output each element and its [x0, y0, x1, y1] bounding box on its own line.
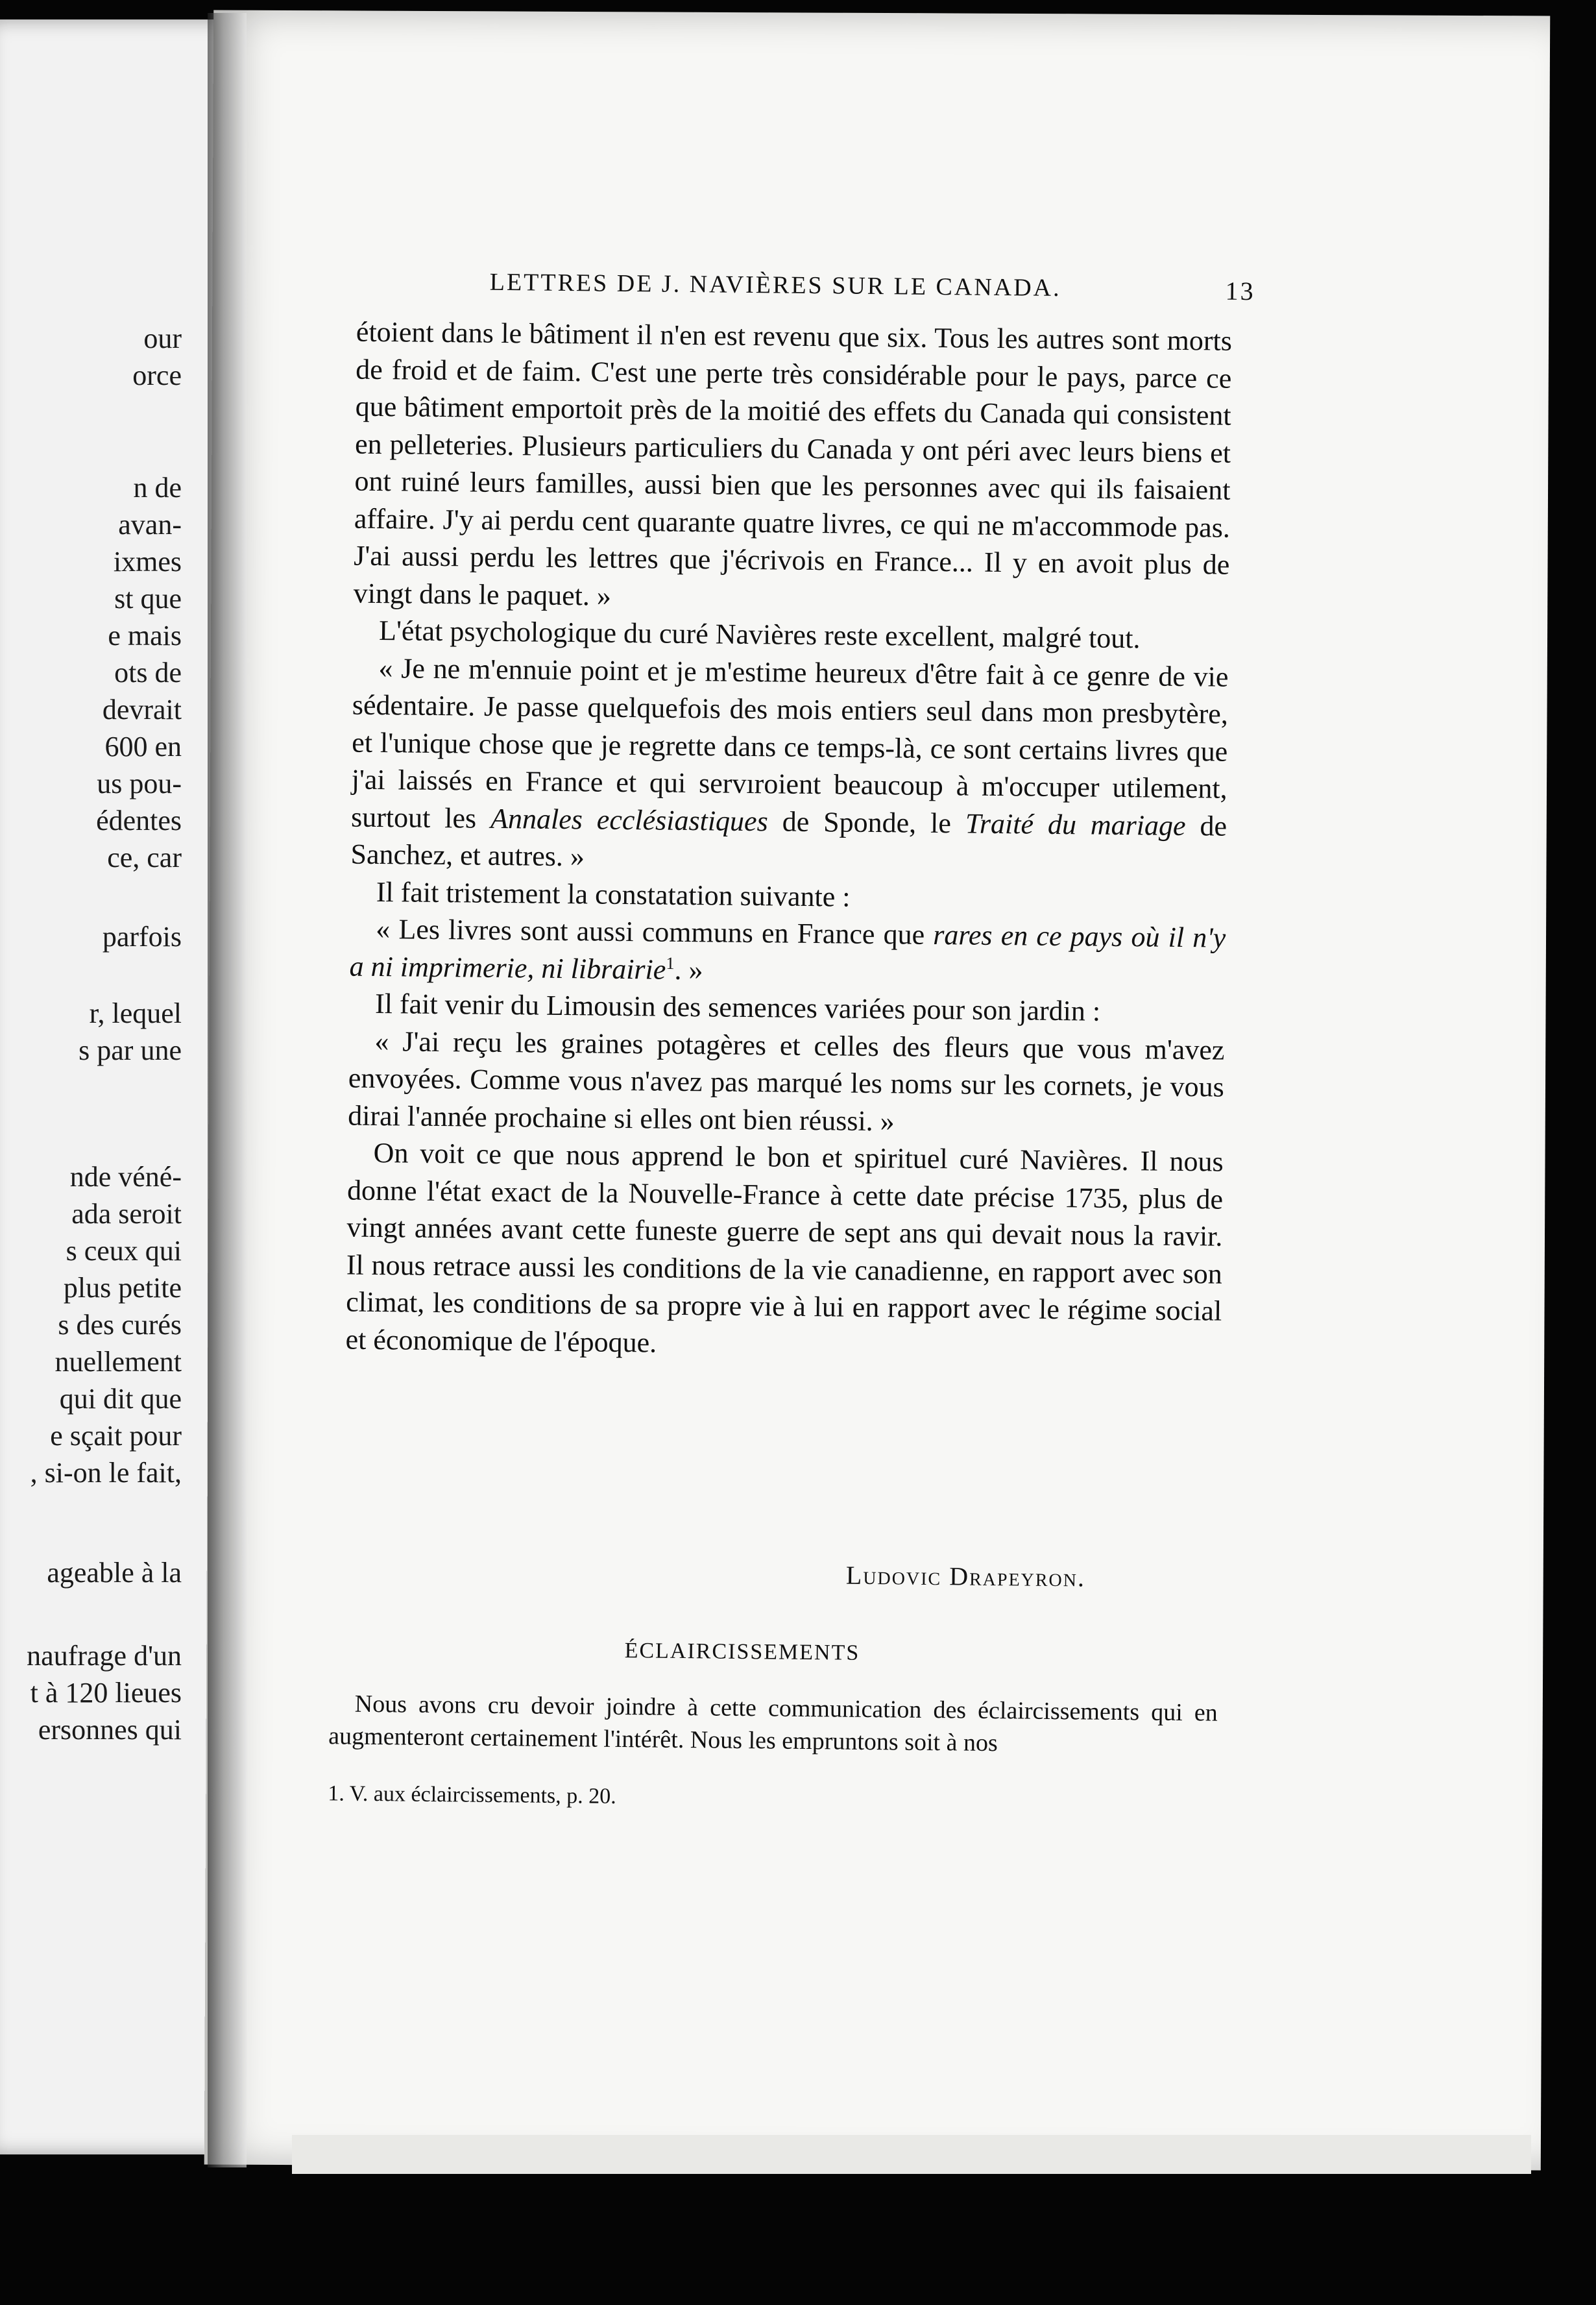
- left-fragment-line: s des curés: [58, 1309, 182, 1341]
- footnote-ref: 1: [666, 953, 675, 973]
- quote-paragraph: « J'ai reçu les graines potagères et celles des fleurs que vous m'avez envoyées. Comme vous n'avez pas marqué les noms sur les cornets, je vous dirai l'année prochaine si elles ont bien réussi. »: [348, 1025, 1225, 1137]
- left-fragment-line: plus petite: [63, 1272, 182, 1304]
- paragraph: étoient dans le bâtiment il n'en est revenu que six. Tous les autres sont morts de froid et de faim. C'est une perte très considérable pour le pays, parce ce que bâtiment emportoit près de la moitié des effets du Canada qui consistent en pelleteries. Plusieurs particuliers du Canada y ont péri avec leurs biens et ont ruiné leurs familles, aussi bien que les personnes avec qui ils faisaient affaire. J'y ai perdu cent quarante quatre livres, ce qui ne m'accommode pas. J'ai aussi perdu les lettres que j'écrivois en France... Il y en avoit plus de vingt dans le paquet. »: [353, 315, 1233, 612]
- left-fragment-line: parfois: [102, 921, 182, 953]
- paragraph: Nous avons cru devoir joindre à cette communication des éclaircissements qui en augmenteront certainement l'intérêt. Nous les empruntons soit à nos: [328, 1690, 1218, 1757]
- page-number: 13: [1225, 276, 1255, 306]
- text-run: . »: [674, 953, 703, 986]
- quote-paragraph: [349, 910, 1226, 994]
- body-text: [345, 313, 1232, 1367]
- text-run: de Sanchez, et autres. »: [350, 809, 1227, 873]
- page-bottom-edge: [292, 2135, 1531, 2174]
- eclaircissements-text: [328, 1687, 1218, 1761]
- quote-paragraph: [350, 649, 1229, 882]
- left-fragment-line: 600 en: [104, 731, 182, 762]
- left-fragment-line: devrait: [102, 694, 182, 726]
- paragraph: Il fait tristement la constatation suivante :: [376, 875, 851, 913]
- left-fragment-line: avan-: [118, 509, 182, 541]
- left-fragment-line: e mais: [108, 620, 182, 652]
- left-fragment-line: s ceux qui: [66, 1235, 182, 1267]
- left-fragment-line: s par une: [79, 1034, 182, 1066]
- left-fragment-line: qui dit que: [59, 1383, 182, 1415]
- section-title: ÉCLAIRCISSEMENTS: [624, 1639, 860, 1665]
- left-fragment-line: nde véné-: [69, 1161, 182, 1193]
- left-fragment-line: r, lequel: [89, 997, 182, 1029]
- paragraph: L'état psychologique du curé Navières reste excellent, malgré tout.: [378, 615, 1141, 655]
- left-fragment-line: ageable à la: [47, 1557, 182, 1589]
- left-fragment-line: nuellement: [54, 1346, 182, 1378]
- left-fragment-line: naufrage d'un: [27, 1640, 182, 1672]
- text-run: « Les livres sont aussi communs en France que: [376, 912, 925, 951]
- paragraph: On voit ce que nous apprend le bon et spirituel curé Navières. Il nous donne l'état exact de la Nouvelle-France à cette date précise 1735, plus de vingt années avant cette funeste guerre de sept ans qui devait nous la ravir. Il nous retrace aussi les conditions de la vie canadienne, en rapport avec son climat, les conditions de sa propre vie à lui en rapport avec le régime social et économique de l'époque.: [345, 1136, 1224, 1359]
- left-fragment-line: , si-on le fait,: [30, 1457, 182, 1489]
- left-fragment-line: st que: [114, 583, 182, 615]
- left-fragment-line: édentes: [96, 805, 182, 836]
- left-fragment-line: ixmes: [113, 546, 182, 578]
- left-fragment-line: ots de: [114, 657, 182, 689]
- running-head-title: LETTRES DE J. NAVIÈRES SUR LE CANADA.: [489, 268, 1061, 302]
- left-fragment-line: our: [143, 323, 182, 354]
- italic-quote: rares en ce pays où il n'y a ni imprimerie, ni librairie: [349, 918, 1226, 986]
- book-gutter: [208, 13, 247, 2167]
- italic-title: Annales ecclésiastiques: [490, 802, 769, 837]
- left-fragment-line: ada seroit: [71, 1198, 182, 1230]
- left-fragment-line: orce: [132, 360, 182, 391]
- footnote: 1. V. aux éclaircissements, p. 20.: [328, 1781, 616, 1809]
- paragraph: Il fait venir du Limousin des semences variées pour son jardin :: [374, 987, 1101, 1027]
- left-fragment-line: ersonnes qui: [38, 1714, 182, 1746]
- text-run: de Sponde, le: [782, 805, 952, 839]
- left-fragment-line: ce, car: [107, 842, 182, 873]
- left-fragment-line: t à 120 lieues: [30, 1677, 182, 1709]
- left-fragment-line: n de: [133, 472, 182, 504]
- left-fragment-line: us pou-: [97, 768, 182, 799]
- italic-title: Traité du mariage: [965, 807, 1186, 842]
- left-fragment-line: e sçait pour: [50, 1420, 182, 1452]
- text-run: « Je ne m'ennuie point et je m'estime heureux d'être fait à ce genre de vie sédentaire. Je passe quelquefois des mois entiers seul dans mon presbytère, et l'unique chose que je regrette dans ce temps-là, ce sont certains livres que j'ai laissés en France et qui servıroient beaucoup à m'occuper utilement, surtout les: [350, 652, 1229, 835]
- signature: Ludovic Drapeyron.: [845, 1560, 1086, 1592]
